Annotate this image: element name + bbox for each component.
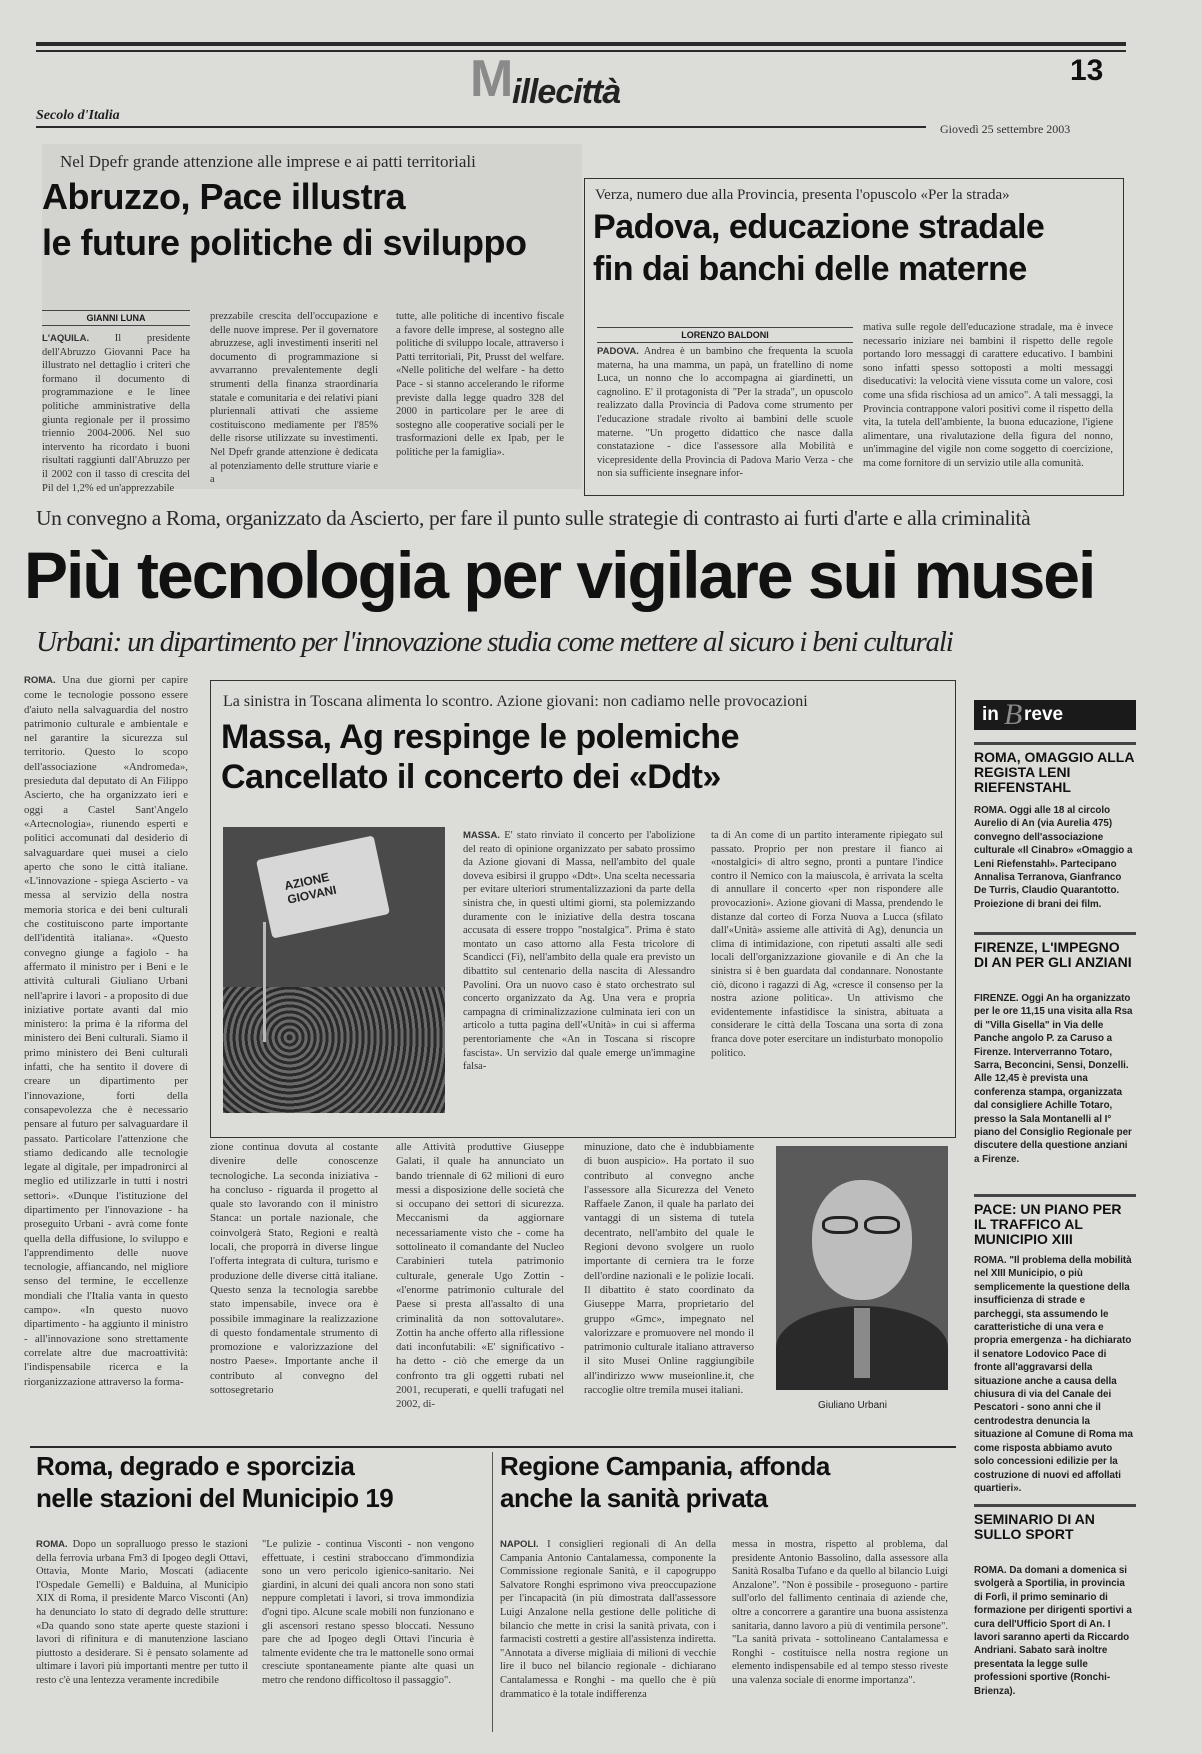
section-title-rest: illecittà	[512, 73, 621, 111]
massa-headline-1: Massa, Ag respinge le polemiche	[221, 718, 739, 756]
degrado-col-1-text: Dopo un sopralluogo presso le stazioni della ferrovia urbana Fm3 di Ipogeo degli Ottavi, Ottavia, Monte Mario, Moscati (adiacente l'Ospedale Gemelli) e Balduina, al Municipio XIX di Roma, il presidente Marco Visconti (An) ha denunciato lo stato di degrado delle strutture: «Da quando sono state aperte queste stazioni i lavori di rifinitura e di manutenzione lasciano piuttosto a desiderare. Si è pensato solamente ad ultimare i lavori più importanti mentre per tutto il resto c'è una lentezza veramente incredibile	[36, 1539, 249, 1686]
portrait-tie	[854, 1308, 870, 1378]
massa-article	[210, 680, 956, 1138]
campania-headline-2: anche la sanità privata	[500, 1483, 768, 1513]
bottom-column-divider	[492, 1452, 493, 1732]
inbreve-logo-b: B	[1004, 698, 1023, 731]
degrado-article	[30, 1452, 482, 1742]
massa-headline-2: Cancellato il concerto dei «Ddt»	[221, 758, 721, 796]
abruzzo-kicker: Nel Dpefr grande attenzione alle imprese e ai patti territoriali	[60, 152, 476, 171]
campania-dateline: NAPOLI.	[500, 1539, 539, 1550]
padova-article	[584, 178, 1124, 496]
degrado-dateline: ROMA.	[36, 1539, 68, 1550]
abruzzo-headline-1: Abruzzo, Pace illustra	[42, 176, 406, 217]
masthead-top-rule	[36, 42, 1126, 46]
brief-4-text	[974, 1564, 1134, 1726]
section-title	[512, 72, 620, 112]
urbani-photo	[776, 1146, 948, 1390]
brief-1-rule	[974, 742, 1136, 745]
abruzzo-col-3: tutte, alle politiche di incentivo fiscale a favore delle imprese, al sostegno alle politiche di sviluppo locale, attraverso i Patti territoriali, Pit, Prusst del welfare. «Nelle politiche del welfare - ha detto Pace - si stanno accelerando le riforme previste dalla legge quadro 328 del 2000 in particolare per le aree di sostegno alle cooperative sociali per le trasformazioni delle ex Ipab, per le politiche per la famiglia».	[396, 311, 564, 458]
musei-col-2: zione continua dovuta al costante divenire delle conoscenze tecnologiche. La seconda iniziativa - ha concluso - riguarda il progetto al quale sto lavorando con il ministro Stanca: un portale nazionale, che coinvolgerà Stato, Regioni e realtà locali, che proporrà in diverse lingue l'offerta integrata di cultura, turismo e produzione delle diverse città italiane. Questo senza la tecnologia sarebbe stato impensabile, invece ora è possibile immaginare la realizzazione di questo fondamentale strumento di promozione e valorizzazione del nostro Paese». Importante anche il contributo al convegno del sottosegretario	[210, 1141, 378, 1397]
flag-text: AZIONE GIOVANI	[283, 869, 338, 907]
padova-col-1	[597, 345, 853, 489]
abruzzo-col-2: prezzabile crescita dell'occupazione e delle nuove imprese. Per il governatore abruzzese, agli investimenti inseriti nel documento di programmazione si avvarranno prevalentemente degli strumenti della finanza straordinaria statale e comunitaria e dei relativi piani pluriennali attivati che assieme costituiscono mediamente per l'85% delle risorse utilizzate su investimenti. Nel Dpefr grande attenzione è dedicata al potenziamento delle strutture viarie e a	[210, 311, 378, 486]
musei-subheadline: Urbani: un dipartimento per l'innovazione studia come mettere al sicuro i beni culturali	[36, 626, 953, 658]
campania-col-1	[500, 1538, 716, 1734]
bottom-articles-rule	[30, 1446, 956, 1448]
brief-2-dateline: FIRENZE.	[974, 993, 1019, 1004]
brief-2-title: FIRENZE, L'IMPEGNO DI AN PER GLI ANZIANI	[974, 939, 1132, 970]
brief-2-body: Oggi An ha organizzato per le ore 11,15 una visita alla Rsa di "Villa Gisella" in Via delle Panche angolo P. za Caruso a Firenze. Interverranno Totaro, Sarra, Beconcini, Sensi, Donzelli. Alle 12,45 è prevista una conferenza stampa, organizzata dal consigliere Achille Totaro, presso la Sala Montanelli al I° piano del Consiglio Regionale per discutere della questione anziani a Firenze.	[974, 993, 1133, 1165]
page-number: 13	[1070, 54, 1104, 87]
padova-headline-2: fin dai banchi delle materne	[593, 250, 1027, 288]
padova-dateline: PADOVA.	[597, 346, 639, 357]
musei-col-4: minuzione, dato che è indubbiamente di buon auspicio». Ha portato il suo contributo al convegno anche l'assessore alla Sicurezza del Veneto Raffaele Zanon, il quale ha parlato dei vantaggi di un sistema di tutela decentrato, nell'ambito del quale le Regioni devono svolgere un ruolo importante di cerniera tra le forze dell'ordine nazionali e le polizie locali. Il dibattito è stato coordinato da Giuseppe Marra, proprietario del gruppo «Gmc», impegnato nel valorizzare e promuovere nel mondo il patrimonio culturale italiano attraverso il sito Musei Online raggiungibile all'indirizzo www museionline.it, che raccoglie oltre tremila musei italiani.	[584, 1141, 754, 1397]
degrado-col-2: "Le pulizie - continua Visconti - non vengono effettuate, i cestini straboccano d'immondizia sono un vero pericolo igienico-sanitario. Nei giardini, in alcuni dei quali ancora non sono stati neppure completati i lavori, si trova immondizia d'ogni tipo. Alcune scale mobili non funzionano e gli ascensori restano spesso bloccati. Nessuno pare che ad Ipogeo degli Ottavi l'incuria è talmente evidente che tra le mattonelle sono ormai cresciute spontaneamente piante alte quasi un metro che rendono difficoltoso il passaggio".	[262, 1539, 474, 1686]
abruzzo-col-1	[42, 332, 190, 494]
brief-3-rule	[974, 1194, 1136, 1197]
massa-kicker: La sinistra in Toscana alimenta lo scontro. Azione giovani: non cadiamo nelle provocazioni	[223, 693, 808, 710]
paper-name: Secolo d'Italia	[36, 108, 120, 123]
campania-col-1-text: I consiglieri regionali di An della Campania Antonio Cantalamessa, componente la Commissione regionale Sanità, e il capogruppo Salvatore Ronghi esprimono viva preoccupazione per l'incapacità (in più dimostrata dall'assessore Luigi Anzalone nella gestione delle politiche di bilancio che mette in crisi la sanità privata, con i farmacisti costretti a gestire all'assistenza indiretta. "Annotata a diverse migliaia di milioni di vecchie lire il buco nel bilancio regionale - dichiarano Cantalamessa e Ronghi - ma quello che è più drammatico è la totale indifferenza	[500, 1539, 717, 1700]
massa-rally-photo	[223, 827, 445, 1113]
inbreve-logo	[974, 700, 1136, 730]
padova-col-2: mativa sulle regole dell'educazione stradale, ma è invece necessario iniziare nei bambini il rispetto delle regole portando loro messaggi di carattere educativo. I bambini sono infatti spesso sottoposti a molti messaggi diseducativi: la velocità viene vissuta come un valore, così come una sfida rischiosa ad un amico". A tali messaggi, la Provincia contrappone valori positivi come il rispetto della vita, la tutela dell'ambiente, la buona educazione, l'igiene alimentare, una rivalutazione della figura del nonno, un'immagine del vigile non come soggetto di coercizione, ma come fornitore di un servizio utile alla comunità.	[863, 322, 1113, 469]
massa-col-1	[463, 829, 695, 1121]
brief-3-body: "Il problema della mobilità nel XIII Municipio, o più semplicemente la questione della insufficienza di strade e parcheggi, sta assumendo le caratteristiche di una vera e propria emergenza - ha dichiarato il senatore Lodovico Pace di fronte all'aggravarsi della situazione anche a causa della chiusura di via del Canale dei Pescatori - sono anni che il centrodestra denuncia la situazione al Comune di Roma ma come risposta abbiamo avuto solo concessioni edilizie per la costruzione di nuovi ed affollati quartieri».	[974, 1255, 1133, 1494]
campania-col-2: messa in mostra, rispetto al problema, dal presidente Antonio Bassolino, dalla assessore alla Sanità Rosalba Tufano e da quello al bilancio Luigi Anzalone". "Non è possibile - proseguono - partire sull'orlo del fallimento centinaia di aziende che, oltre a concorrere a garantire una buona assistenza sanitaria, danno lavoro a più di ventimila persone". "La sanità privata - sottolineano Cantalamessa e Ronghi - costituisce nella nostra regione un elemento indispensabile ed al tempo stesso riveste una valenza sociale di enorme importanza".	[732, 1539, 948, 1686]
brief-1-title: ROMA, OMAGGIO ALLA REGISTA LENI RIEFENSTAHL	[974, 749, 1134, 795]
padova-headline-1: Padova, educazione stradale	[593, 208, 1045, 246]
musei-col-3: alle Attività produttive Giuseppe Galati, il quale ha annunciato un bando triennale di 62 milioni di euro messi a disposizione delle società che si occupano dei settori di sicurezza. Meccanismi da aggiornare necessariamente visto che - come ha sottolineato il comandante del Nucleo Carabinieri tutela patrimonio culturale, generale Ugo Zottin - «l'enorme patrimonio culturale del Paese si presta all'assalto di una criminalità da non sottovalutare». Zottin ha anche offerto alla riflessione dati inconfutabili: «E' significativo - ha detto - ciò che emerge da un confronto tra gli oggetti rubati nel 2001, recuperati, e quelli trafugati nel 2002, di-	[396, 1141, 564, 1411]
brief-4-rule	[974, 1504, 1136, 1507]
musei-kicker: Un convegno a Roma, organizzato da Ascierto, per fare il punto sulle strategie di contrasto ai furti d'arte e alla criminalità	[36, 506, 1031, 530]
portrait-glasses-right	[864, 1216, 900, 1234]
degrado-col-1	[36, 1538, 248, 1734]
abruzzo-article	[42, 144, 582, 494]
musei-dateline: ROMA.	[24, 675, 56, 686]
padova-byline: LORENZO BALDONI	[597, 327, 853, 343]
massa-dateline: MASSA.	[463, 830, 500, 841]
portrait-glasses-left	[822, 1216, 858, 1234]
degrado-headline-2: nelle stazioni del Municipio 19	[36, 1483, 394, 1513]
abruzzo-col-1-text: Il presidente dell'Abruzzo Giovanni Pace ha illustrato nel dettaglio i criteri che formano il documento di programmazione e le linee politiche amministrative della giunta regionale per il prossimo triennio 2004-2006. Nel suo intervento ha ricordato i buoni risultati raggiunti dall'Abruzzo per il 2002 con il tasso di crescita del Pil del 1,2% ed un'apprezzabile	[42, 333, 190, 494]
crowd-texture	[223, 987, 445, 1113]
flag-pole	[263, 922, 266, 1042]
section-logo-initial: M	[470, 50, 512, 108]
musei-col-1	[24, 673, 188, 1443]
abruzzo-byline: GIANNI LUNA	[42, 310, 190, 326]
brief-4-body: Da domani a domenica si svolgerà a Sportilia, in provincia di Forlì, il primo seminario di formazione per dirigenti sportivi a cura dell'Ufficio Sport di An. I lavori saranno aperti da Riccardo Andriani. Sabato sarà inoltre presentata la legge sulle professioni sportive (Ronchi-Brienza).	[974, 1565, 1132, 1697]
brief-1-body: Oggi alle 18 al circolo Aurelio di An (via Aurelia 475) convegno dell'associazione culturale «Il Cinabro» «Omaggio a Leni Riefenstahl». Partecipano Annalisa Terranova, Gianfranco De Turris, Claudio Quarantotto. Proiezione di brani dei film.	[974, 805, 1133, 910]
massa-col-2: ta di An come di un partito interamente ripiegato sul passato. Proprio per non prestare il fianco ai «nostalgici» di altro segno, pronti a puntare l'indice contro il Nemico con la maiuscola, è arrivata la scelta di annullare il concerto «per non rispondere alle provocazioni». Azione giovani di Massa, prendendo le distanze dal corteo di Forza Nuova a Lucca (sfilato dall'«Unità» assieme alle attività di Ag), denuncia un clima di intimidazione, con ripetuti assalti alle sedi locali dell'organizzazione giovanile e di An che la sinistra si è ben guardata dal condannare. Nonostante ciò, dicono i ragazzi di Ag, «cresce il consenso per la nostra azione politica». Un attivismo che evidentemente infastidisce la sinistra, abituata a considerare le città della Toscana una sorta di zona franca dove poter esercitare un indisturbato monopolio politico.	[711, 830, 943, 1059]
inbreve-logo-reve: reve	[1024, 704, 1064, 725]
musei-headline: Più tecnologia per vigilare sui musei	[24, 538, 1095, 612]
campania-article	[500, 1452, 956, 1742]
abruzzo-dateline: L'AQUILA.	[42, 333, 90, 344]
brief-2-text	[974, 992, 1134, 1192]
abruzzo-headline-2: le future politiche di sviluppo	[42, 222, 527, 263]
brief-3-text	[974, 1254, 1134, 1512]
masthead-thin-rule	[36, 50, 1126, 52]
brief-1-dateline: ROMA.	[974, 805, 1007, 816]
degrado-headline-1: Roma, degrado e sporcizia	[36, 1451, 355, 1481]
portrait-face	[812, 1180, 912, 1300]
issue-date: Giovedì 25 settembre 2003	[940, 122, 1071, 136]
massa-col-1-text: E' stato rinviato il concerto per l'abolizione del reato di opinione organizzato per sabato prossimo da Azione giovani di Massa, nell'ambito del quale doveva esibirsi il gruppo «Ddt». Una scelta necessaria per evitare ulteriori strumentalizzazioni da parte della sinistra che, in questi ultimi giorni, sta polemizzando duramente con le iniziative della destra toscana accusata di essere troppo "nostalgica". Prima è stato montato un caso attorno alla Festa tricolore di Scandicci (Fi), nell'ambito della quale era previsto un dibattito sul centenario della nascita di Alessandro Pavolini. Ora un nuovo caso è stato orchestrato sul concerto organizzato da Ag. Una vera e propria campagna di criminalizzazione culminata ieri con un articolo a tutta pagina dell'«Unità» in cui si afferma perentoriamente che «An in Toscana si riscopre fascista». Un servizio dal quale emerge un'immagine falsa-	[463, 830, 696, 1073]
brief-2-rule	[974, 932, 1136, 935]
inbreve-logo-in: in	[982, 704, 999, 725]
brief-4-dateline: ROMA.	[974, 1565, 1007, 1576]
padova-col-1-text: Andrea è un bambino che frequenta la scuola materna, ha una mamma, un papà, un fratellino di nome Luca, un nonno che lo accompagna ai giardinetti, un cagnolino. E' il protagonista di "Per la strada", un opuscolo realizzato dalla Provincia di Padova come strumento per l'educazione stradale rivolto ai bambini delle scuole materne. "Un progetto didattico che nasce dalla constatazione - dice l'assessore alla Mobilità e vicepresidente della Provincia di Padova Mario Verza - che non sia sufficiente insegnare infor-	[597, 346, 854, 480]
urbani-photo-caption: Giuliano Urbani	[818, 1400, 887, 1411]
brief-4-title: SEMINARIO DI AN SULLO SPORT	[974, 1511, 1095, 1542]
musei-col-1-text: Una due giorni per capire come le tecnologie possono essere d'aiuto nella salvaguardia del nostro patrimonio culturale e ambientale e nel garantire la sicurezza sul territorio. Questo lo scopo dell'associazione «Andromeda», presieduta dal deputato di An Filippo Ascierto, che ha organizzato ieri e oggi a Castel Sant'Angelo «Artecnologia», riunendo esperti e politici accomunati dal desiderio di salvaguardare quei musei a cielo aperto che sono le città italiane. «L'innovazione - spiega Ascierto - va messa al servizio della nostra memoria storica e dei beni culturali che costituiscono parte importante dell'identità italiana». «Questo convegno giunge a fagiolo - ha affermato il ministro per i Beni e le attività culturali Giuliano Urbani nell'aprire i lavori - a proposito di due iniziative portate avanti dal mio ministero: la prima è la riforma del ministero dei Beni culturali. Siamo il primo ministero dei Beni culturali infatti, che ha sentito il dovere di creare un dipartimento per l'innovazione, forti della consapevolezza che è necessario pensare al futuro per salvaguardare il passato. Particolare l'attenzione che stiamo dedicando alle tecnologie legate al digitale, per impadronirci al meglio ed utilizzarle in tutti i nostri settori». «Dunque l'istituzione del dipartimento per l'innovazione - ha proseguito Urbani - avrà come fonte quella della diffusione, lo sviluppo e l'apprendimento delle nuove tecnologie, affiancando, nel migliore senso del termine, le eccellenze mondiali che l'Italia vanta in questo campo». «In questo nuovo dipartimento - ha aggiunto il ministro - all'innovazione sono strettamente correlate altre due macroattività: l'indispensabile ricerca e la riorganizzazione attraverso la forma-	[24, 674, 188, 1388]
padova-kicker: Verza, numero due alla Provincia, presenta l'opuscolo «Per la strada»	[595, 187, 1010, 203]
brief-3-title: PACE: UN PIANO PER IL TRAFFICO AL MUNICIPIO XIII	[974, 1201, 1122, 1247]
campania-headline-1: Regione Campania, affonda	[500, 1451, 830, 1481]
masthead-bottom-rule	[36, 126, 926, 128]
brief-3-dateline: ROMA.	[974, 1255, 1007, 1266]
